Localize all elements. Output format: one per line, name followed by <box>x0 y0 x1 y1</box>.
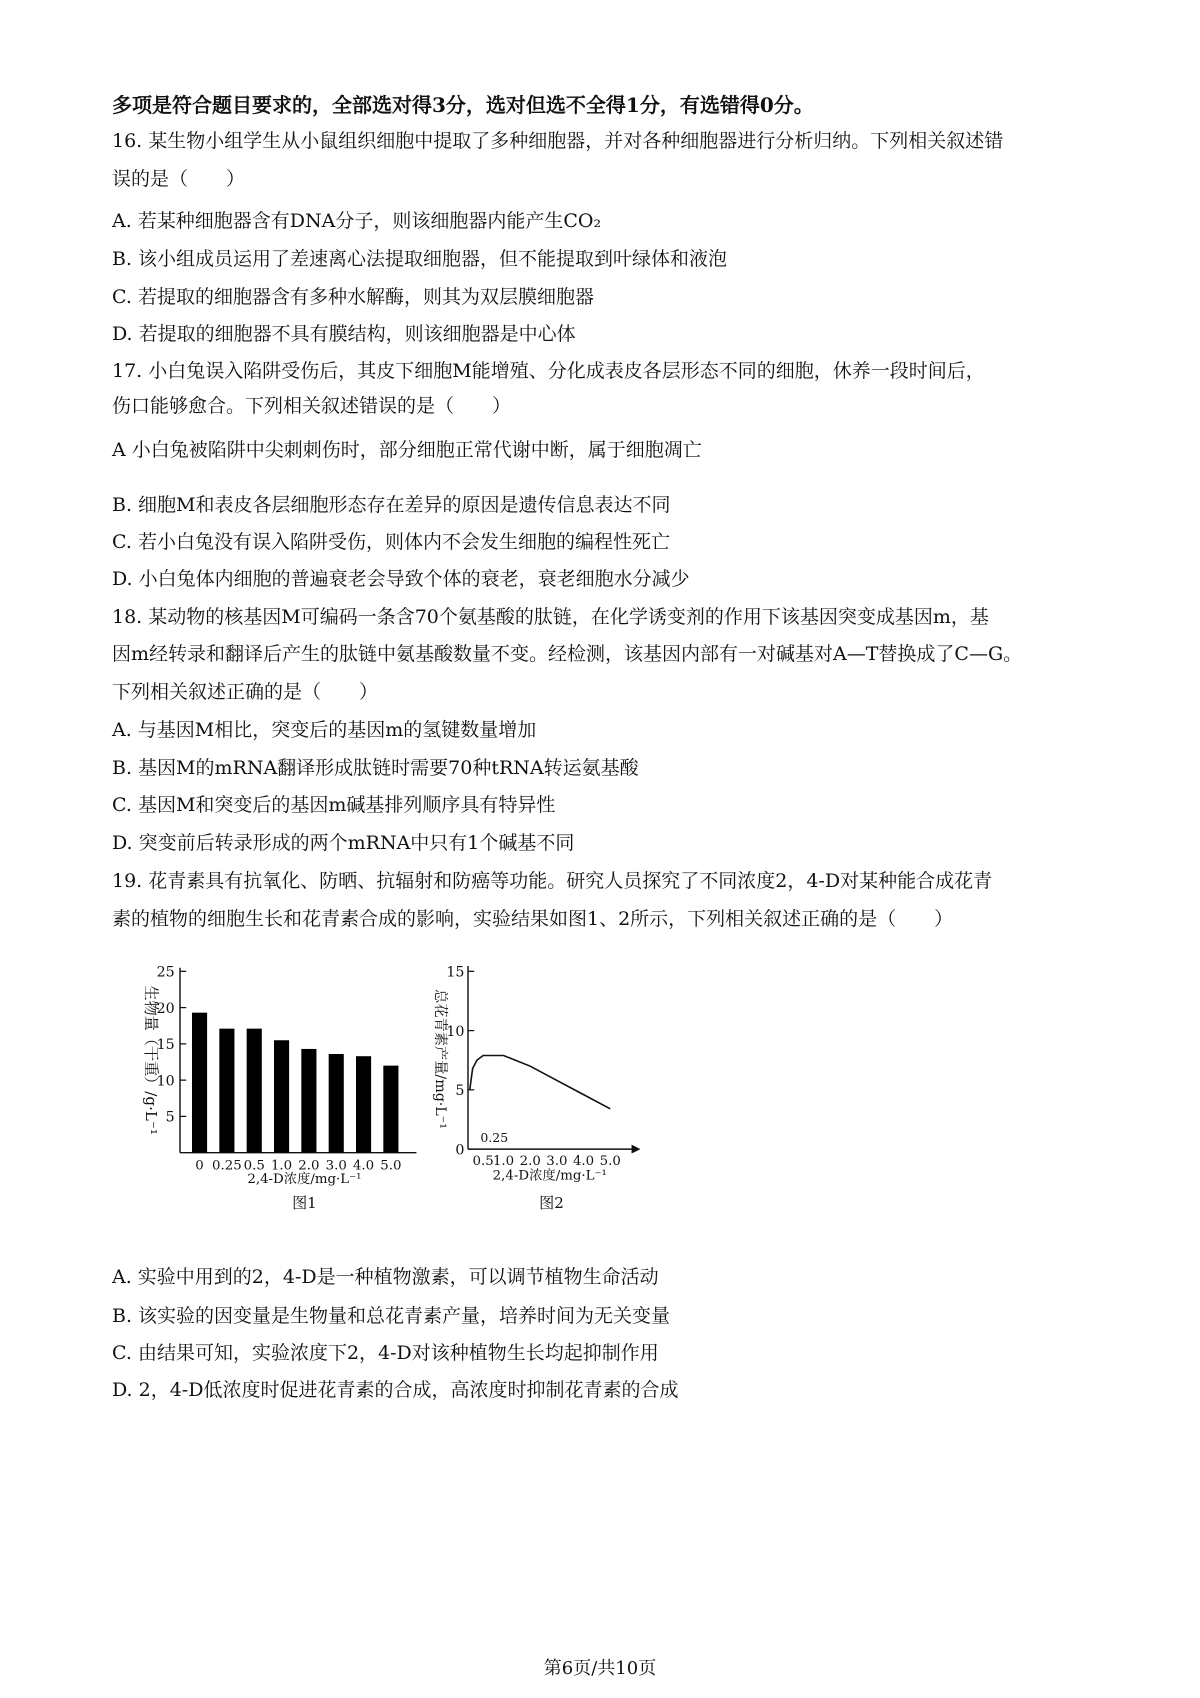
fig2-x-label: 2,4-D浓度/mg·L⁻¹ <box>492 1168 607 1184</box>
fig2-xtick-label: 0.5 <box>472 1154 494 1170</box>
fig1-bar <box>301 1049 316 1153</box>
q18-option-b: B. 基因M的mRNA翻译形成肽链时需要70种tRNA转运氨基酸 <box>112 757 639 779</box>
fig2-extra-tick-label: 0.25 <box>480 1130 509 1145</box>
figure2-line-chart <box>432 965 640 1212</box>
fig2-xtick-label: 2.0 <box>519 1154 541 1170</box>
q19-stem-line1: 19. 花青素具有抗氧化、防晒、抗辐射和防癌等功能。研究人员探究了不同浓度2，4-D对某种能合成花青 <box>112 870 993 892</box>
fig2-xtick-label: 1.0 <box>492 1154 515 1170</box>
q16-stem-line1: 16. 某生物小组学生从小鼠组织细胞中提取了多种细胞器，并对各种细胞器进行分析归纳。下列相关叙述错 <box>112 130 1004 152</box>
fig1-xtick-label: 4.0 <box>352 1158 375 1174</box>
q19-option-a: A. 实验中用到的2，4-D是一种植物激素，可以调节植物生命活动 <box>112 1266 659 1288</box>
page-footer: 第6页/共10页 <box>543 1658 657 1679</box>
fig1-xtick-label: 2.0 <box>298 1158 320 1174</box>
q17-option-d: D. 小白兔体内细胞的普遍衰老会导致个体的衰老，衰老细胞水分减少 <box>112 568 690 590</box>
q18-stem-line1: 18. 某动物的核基因M可编码一条含70个氨基酸的肽链，在化学诱变剂的作用下该基因突变成基因m，基 <box>112 606 989 628</box>
fig1-title: 图1 <box>292 1193 317 1212</box>
fig1-y-label: 生物量（干重）/g·L⁻¹ <box>142 985 161 1135</box>
q17-option-a: A 小白兔被陷阱中尖刺刺伤时，部分细胞正常代谢中断，属于细胞凋亡 <box>112 439 702 461</box>
fig1-bar <box>329 1054 344 1153</box>
q19-option-d: D. 2，4-D低浓度时促进花青素的合成，高浓度时抑制花青素的合成 <box>112 1379 679 1401</box>
q16-option-b: B. 该小组成员运用了差速离心法提取细胞器，但不能提取到叶绿体和液泡 <box>112 248 728 270</box>
fig1-bar <box>274 1040 289 1152</box>
fig1-bar <box>356 1056 371 1152</box>
q19-option-b: B. 该实验的因变量是生物量和总花青素产量，培养时间为无关变量 <box>112 1305 671 1327</box>
q16-option-d: D. 若提取的细胞器不具有膜结构，则该细胞器是中心体 <box>112 323 576 345</box>
q19-stem-line2: 素的植物的细胞生长和花青素合成的影响，实验结果如图1、2所示，下列相关叙述正确的是（ ） <box>112 908 954 930</box>
q17-option-b: B. 细胞M和表皮各层细胞形态存在差异的原因是遗传信息表达不同 <box>112 494 671 516</box>
fig2-title: 图2 <box>539 1193 564 1212</box>
q17-stem-line2: 伤口能够愈合。下列相关叙述错误的是（ ） <box>112 395 512 417</box>
fig1-ytick-label: 25 <box>156 964 175 981</box>
fig1-ytick-label: 10 <box>156 1073 175 1090</box>
q18-option-d: D. 突变前后转录形成的两个mRNA中只有1个碱基不同 <box>112 832 575 854</box>
q16-stem-line2: 误的是（ ） <box>112 168 246 190</box>
fig1-bar <box>192 1013 207 1153</box>
figures <box>100 950 740 1270</box>
q18-option-a: A. 与基因M相比，突变后的基因m的氢键数量增加 <box>112 719 537 741</box>
fig2-series-line <box>470 1056 610 1109</box>
fig1-bar <box>219 1029 234 1153</box>
figure1-bar-chart <box>142 965 416 1212</box>
fig1-xtick-label: 0.5 <box>243 1158 265 1174</box>
instruction-text: 多项是符合题目要求的，全部选对得3分，选对但选不全得1分，有选错得0分。 <box>112 93 814 117</box>
fig1-xtick-label: 0 <box>195 1158 204 1174</box>
fig2-ytick-label: 0 <box>455 1142 465 1159</box>
fig2-xtick-label: 4.0 <box>572 1154 595 1170</box>
q16-option-c: C. 若提取的细胞器含有多种水解酶，则其为双层膜细胞器 <box>112 286 594 308</box>
fig2-xtick-label: 3.0 <box>546 1154 568 1170</box>
q17-option-c: C. 若小白兔没有误入陷阱受伤，则体内不会发生细胞的编程性死亡 <box>112 531 670 553</box>
fig2-ytick-label: 5 <box>455 1083 465 1100</box>
fig2-xtick-label: 5.0 <box>599 1154 621 1170</box>
fig1-bar <box>383 1066 398 1153</box>
fig2-x-axis-arrow <box>632 1145 641 1154</box>
fig2-y-label: 总花青素产量/mg·L⁻¹ <box>432 989 448 1129</box>
q18-option-c: C. 基因M和突变后的基因m碱基排列顺序具有特异性 <box>112 794 556 816</box>
fig1-xtick-label: 5.0 <box>380 1158 402 1174</box>
fig1-ytick-label: 15 <box>156 1037 175 1054</box>
fig1-bar <box>247 1029 262 1153</box>
q17-stem-line1: 17. 小白兔误入陷阱受伤后，其皮下细胞M能增殖、分化成表皮各层形态不同的细胞，休养一段时间后， <box>112 360 985 382</box>
q19-option-c: C. 由结果可知，实验浓度下2，4-D对该种植物生长均起抑制作用 <box>112 1342 659 1364</box>
q18-stem-line3: 下列相关叙述正确的是（ ） <box>112 681 379 703</box>
fig1-x-label: 2,4-D浓度/mg·L⁻¹ <box>247 1171 362 1187</box>
fig2-ytick-label: 15 <box>446 964 465 981</box>
fig1-ytick-label: 20 <box>156 1000 175 1017</box>
fig2-ytick-label: 10 <box>446 1023 465 1040</box>
fig1-xtick-label: 3.0 <box>325 1158 347 1174</box>
fig1-ytick-label: 5 <box>165 1109 175 1126</box>
fig1-xtick-label: 1.0 <box>270 1158 293 1174</box>
q16-option-a: A. 若某种细胞器含有DNA分子，则该细胞器内能产生CO₂ <box>112 210 602 232</box>
q18-stem-line2: 因m经转录和翻译后产生的肽链中氨基酸数量不变。经检测，该基因内部有一对碱基对A—T替换成了C—G。 <box>112 643 1023 665</box>
fig1-xtick-label: 0.25 <box>212 1158 242 1174</box>
